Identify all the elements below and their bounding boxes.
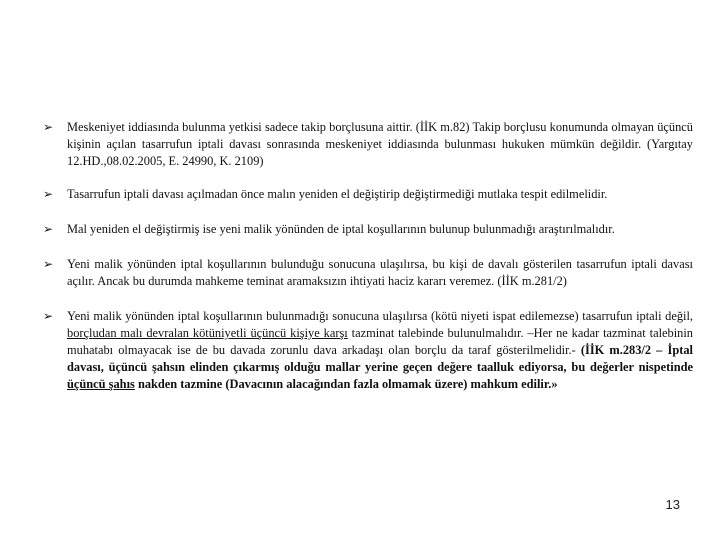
- arrow-bullet-icon: ➢: [43, 257, 54, 271]
- bullet-item: [43, 221, 693, 238]
- bullet-text: [67, 309, 693, 391]
- bullet-item: [43, 256, 693, 290]
- bullet-item: [43, 119, 693, 170]
- bullet-text: Yeni malik yönünden iptal koşullarının bulunduğu sonucuna ulaşılırsa, bu kişi de davalı gösterilen tasarrufun iptali davası açılır. Ancak bu durumda mahkeme teminat aramaksızın ihtiyati haciz kararı veremez. (İİK m.281/2): [67, 257, 693, 288]
- arrow-bullet-icon: ➢: [43, 120, 54, 134]
- bullet-text: Mal yeniden el değiştirmiş ise yeni malik yönünden de iptal koşullarının bulunup bulunmadığı araştırılmalıdır.: [67, 222, 615, 236]
- text-segment: Yeni malik yönünden iptal koşullarının bulunmadığı sonucuna ulaşılırsa (kötü niyeti ispat edilemezse) tasarrufun iptali değil,: [67, 309, 693, 323]
- arrow-bullet-icon: ➢: [43, 309, 54, 323]
- bold-citation-end: nakden tazmine (Davacının alacağından fazla olmamak üzere) mahkum edilir.»: [134, 377, 558, 391]
- bullet-text: Meskeniyet iddiasında bulunma yetkisi sadece takip borçlusuna aittir. (İİK m.82) Takip borçlusu konumunda olmayan üçüncü kişinin açılan tasarrufun iptali davası sonrasında meskeniyet iddiasında bulunması hukuken mümkün değildir. (Yargıtay 12.HD.,08.02.2005, E. 24990, K. 2109): [67, 120, 693, 168]
- bold-citation: (İİK m.283/2 – İptal davası, üçüncü şahsın elinden çıkarmış olduğu mallar yerine geçen değere taalluk ediyorsa, bu değerler nispetinde: [67, 343, 693, 374]
- underlined-phrase: borçludan malı devralan kötüniyetli üçüncü kişiye karşı: [67, 326, 348, 340]
- bullet-item: [43, 308, 693, 393]
- bullet-list: [43, 119, 693, 393]
- bullet-item: [43, 186, 693, 203]
- arrow-bullet-icon: ➢: [43, 187, 54, 201]
- bullet-text: Tasarrufun iptali davası açılmadan önce malın yeniden el değiştirip değiştirmediği mutlaka tespit edilmelidir.: [67, 187, 608, 201]
- bold-underlined-phrase: üçüncü şahıs: [67, 377, 135, 391]
- page-number: 13: [665, 497, 680, 512]
- arrow-bullet-icon: ➢: [43, 222, 54, 236]
- text-segment: tazminat talebinde bulunulmalıdır. –Her ne kadar tazminat talebinin muhatabı olmayacak ise de bu davada zorunlu dava arkadaşı olan borçlu da taraf gösterilmelidir.-: [67, 326, 693, 357]
